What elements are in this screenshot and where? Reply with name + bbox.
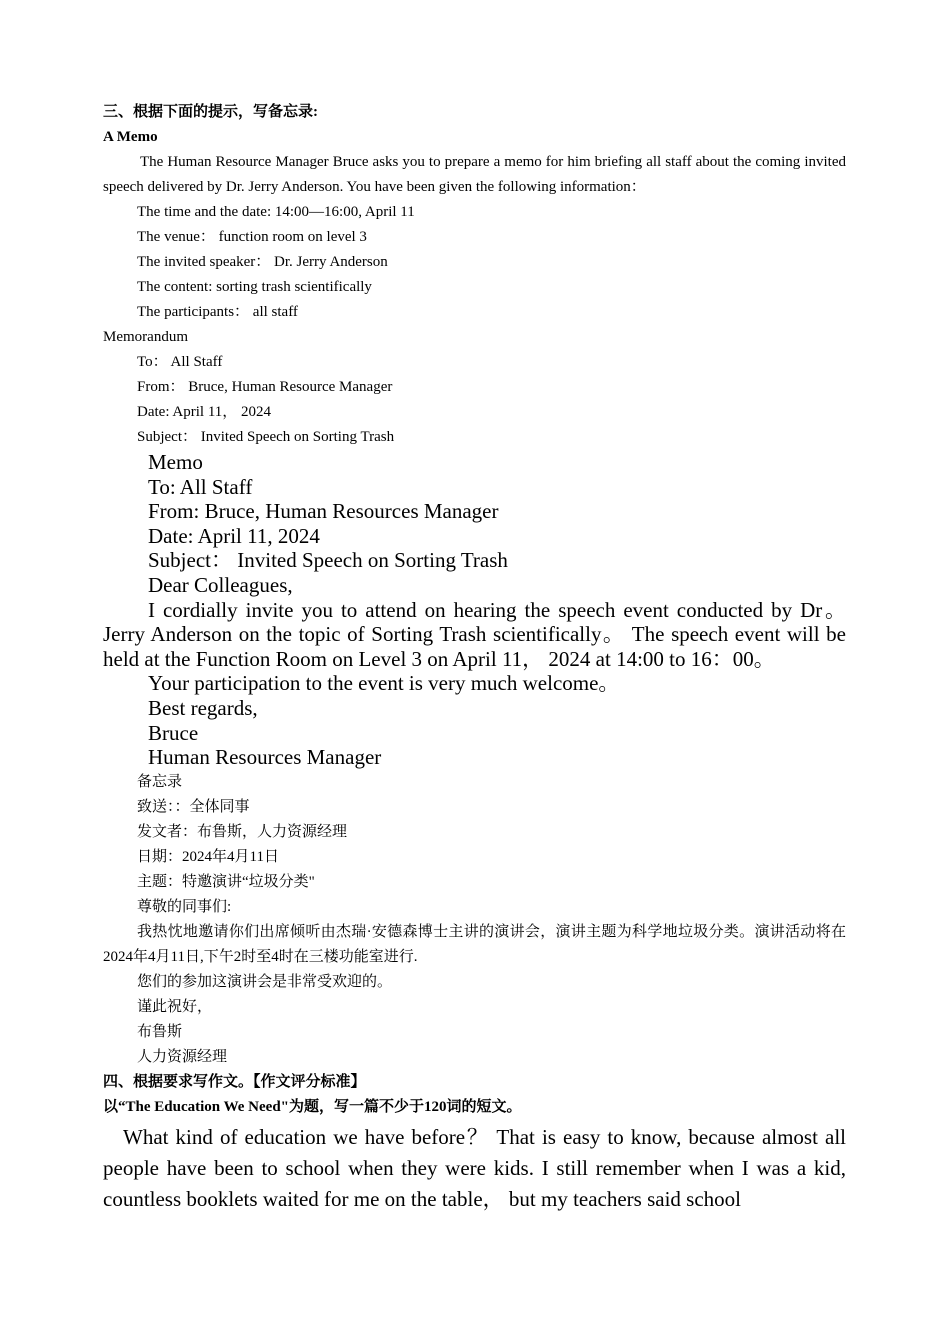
info-line: The invited speaker： Dr. Jerry Anderson: [137, 254, 388, 270]
memo-to: To: All Staff: [148, 474, 253, 499]
section4-instruction: 以“The Education We Need"为题，写一篇不少于120词的短文。: [103, 1098, 522, 1115]
memo-zh-body: 我热忱地邀请你们出席倾听由杰瑞·安德森博士主讲的演讲会，演讲主题为科学地垃圾分类。演讲活动将在2024年4月11日,下午2时至4时在三楼功能室进行.: [103, 923, 846, 965]
memo-salutation: Dear Colleagues,: [148, 572, 293, 597]
memo-zh-date: 日期：2024年4月11日: [137, 848, 279, 865]
memo-title: Memo: [148, 450, 203, 474]
memo-zh-from: 发文者：布鲁斯，人力资源经理: [137, 823, 348, 840]
info-line: The time and the date: 14:00—16:00, April 11: [137, 204, 415, 220]
memo-zh-signature-name: 布鲁斯: [137, 1023, 183, 1040]
essay-text: What kind of education we have before？ That is easy to know, because almost all people have been to school when they were kids. I still remember when I was a kid, countless booklets waited for me on the table， but my teachers said school: [103, 1124, 846, 1211]
memo-zh-title: 备忘录: [137, 773, 183, 790]
section3-heading: 三、根据下面的提示，写备忘录:: [103, 104, 318, 120]
memo-zh-closing: 谨此祝好，: [137, 998, 213, 1015]
memo-zh-welcome: 您们的参加这演讲会是非常受欢迎的。: [137, 973, 393, 990]
memo-english: [103, 450, 846, 770]
section4-heading: 四、根据要求写作文。【作文评分标准】: [103, 1073, 366, 1090]
memorandum-label: Memorandum: [103, 329, 188, 345]
memo-signature-title: Human Resources Manager: [148, 745, 382, 770]
info-line: The participants： all staff: [137, 304, 298, 320]
memo-zh-subject: 主题：特邀演讲“垃圾分类": [137, 873, 315, 890]
section3-subheading: A Memo: [103, 129, 158, 145]
memo-closing: Best regards,: [148, 695, 258, 720]
memo-chinese: [103, 770, 846, 1070]
memo-header-field: From： Bruce, Human Resource Manager: [137, 379, 393, 395]
memo-body: I cordially invite you to attend on hearing the speech event conducted by Dr。 Jerry Anderson on the topic of Sorting Trash scientifically。 The speech event will be held at the Function Room on Level 3 on April 11， 2024 at 14:00 to 16：00。: [103, 597, 846, 671]
info-line: The venue： function room on level 3: [137, 229, 367, 245]
memo-zh-to: 致送：：全体同事: [137, 798, 250, 815]
memo-zh-signature-title: 人力资源经理: [137, 1048, 228, 1065]
memo-from: From: Bruce, Human Resources Manager: [148, 499, 499, 524]
memo-header-field: Date: April 11， 2024: [137, 404, 272, 420]
memo-header-field: To： All Staff: [137, 354, 223, 370]
memo-welcome: Your participation to the event is very much welcome。: [148, 671, 620, 696]
info-line: The content: sorting trash scientifically: [137, 279, 372, 295]
memo-header-field: Subject： Invited Speech on Sorting Trash: [137, 429, 395, 445]
memo-zh-salutation: 尊敬的同事们:: [137, 898, 232, 915]
section3-intro: The Human Resource Manager Bruce asks you to prepare a memo for him briefing all staff about the coming invited speech delivered by Dr. Jerry Anderson. You have been given the following information：: [103, 154, 846, 195]
memo-date: Date: April 11, 2024: [148, 523, 320, 548]
memo-subject: Subject： Invited Speech on Sorting Trash: [148, 548, 508, 573]
document-content: [103, 100, 846, 1215]
memo-signature-name: Bruce: [148, 720, 199, 745]
